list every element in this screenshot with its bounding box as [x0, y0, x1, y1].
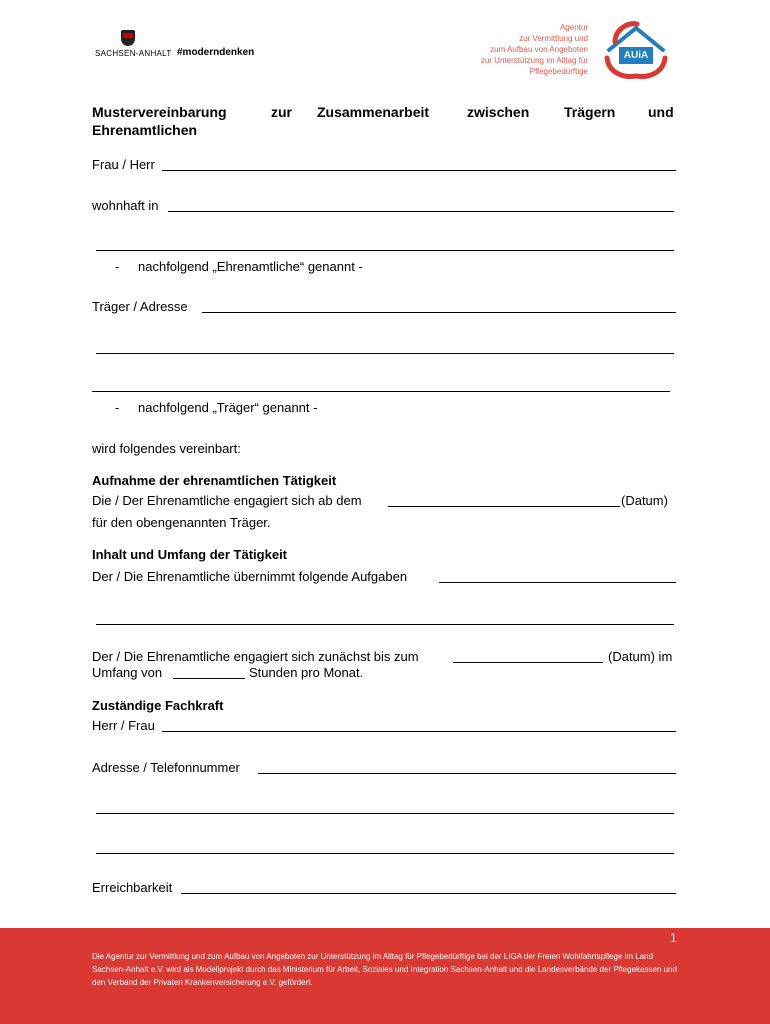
auia-logo: [601, 20, 671, 80]
title-word: Zusammenarbeit: [317, 104, 430, 120]
agency-line: zum Aufbau von Angeboten: [490, 45, 588, 54]
agency-line: Agentur: [559, 23, 588, 32]
title-word: und: [648, 104, 674, 120]
campaign-hashtag: #moderndenken: [177, 47, 255, 58]
agreement-intro: wird folgendes vereinbart:: [92, 441, 241, 456]
note-ehrenamtliche: nachfolgend „Ehrenamtliche“ genannt -: [138, 259, 363, 274]
field-wohnhaft-line-2[interactable]: [96, 250, 674, 251]
state-name: SACHSEN-ANHALT: [95, 49, 172, 58]
agency-name: [481, 22, 588, 77]
sachsen-anhalt-logo: [95, 30, 275, 62]
funding-notice: Die Agentur zur Vermittlung und zum Aufbau von Angeboten zur Unterstützung im Alltag für Pflegebedürftige bei der LIGA der Freien Wohlfahrtspflege im Land Sachsen-Anhalt e.V. wird als Modellprojekt durch das Ministerium für Arbeit, Soziales und Integration Sachsen-Anhalt und die Landesverbände der Pflegekassen und den Verband der Privaten Krankenversicherung e.V. gefördert.: [92, 952, 677, 987]
date-label: (Datum): [621, 493, 668, 508]
field-start-date[interactable]: [388, 506, 620, 507]
label-aufgaben: Der / Die Ehrenamtliche übernimmt folgende Aufgaben: [92, 569, 408, 584]
note-traeger: nachfolgend „Träger“ genannt -: [138, 400, 318, 415]
field-aufgaben-line-2[interactable]: [96, 624, 674, 625]
aufnahme-text-2: für den obengenannten Träger.: [92, 515, 271, 530]
page-number: 1: [670, 931, 677, 945]
title-word: zur: [271, 104, 292, 120]
agency-line: Pflegebedürftige: [529, 67, 588, 76]
heading-inhalt: Inhalt und Umfang der Tätigkeit: [92, 547, 288, 562]
title-word: zwischen: [467, 104, 530, 120]
page-footer: [0, 928, 770, 1024]
dash: -: [115, 400, 120, 415]
field-aufgaben[interactable]: [439, 582, 676, 583]
field-end-date[interactable]: [453, 662, 603, 663]
label-bis: Der / Die Ehrenamtliche engagiert sich zunächst bis zum: [92, 649, 419, 664]
field-traeger-line-3[interactable]: [92, 391, 670, 392]
auia-wordmark: AUiA: [619, 47, 653, 64]
dash: -: [115, 259, 120, 274]
label-adresse-telefon: Adresse / Telefonnummer: [92, 760, 240, 775]
title-word: Trägern: [564, 104, 616, 120]
label-hours: Stunden pro Monat.: [249, 665, 364, 680]
field-adresse-line-3[interactable]: [96, 853, 674, 854]
heading-fachkraft: Zuständige Fachkraft: [92, 698, 224, 713]
field-traeger-line-2[interactable]: [96, 353, 674, 354]
date-label: (Datum) im: [608, 649, 673, 664]
coat-of-arms-icon: [121, 30, 135, 46]
field-frau-herr[interactable]: [162, 170, 676, 171]
field-erreichbarkeit[interactable]: [181, 893, 676, 894]
label-frau-herr: Frau / Herr: [92, 157, 155, 172]
label-wohnhaft: wohnhaft in: [92, 198, 159, 213]
agency-line: zur Vermittlung und: [519, 34, 588, 43]
label-erreichbarkeit: Erreichbarkeit: [92, 880, 173, 895]
field-adresse-telefon[interactable]: [258, 773, 676, 774]
heading-aufnahme: Aufnahme der ehrenamtlichen Tätigkeit: [92, 473, 337, 488]
title-word: Mustervereinbarung: [92, 104, 227, 120]
field-wohnhaft[interactable]: [168, 211, 674, 212]
field-adresse-line-2[interactable]: [96, 813, 674, 814]
field-herr-frau[interactable]: [162, 731, 676, 732]
aufnahme-text: Die / Der Ehrenamtliche engagiert sich ab dem: [92, 493, 362, 508]
field-traeger-adresse[interactable]: [202, 312, 676, 313]
label-traeger-adresse: Träger / Adresse: [92, 299, 188, 314]
label-herr-frau: Herr / Frau: [92, 718, 155, 733]
label-umfang: Umfang von: [92, 665, 163, 680]
agency-line: zur Unterstützung im Alltag für: [480, 56, 588, 65]
field-hours[interactable]: [173, 678, 245, 679]
title-line-2: Ehrenamtlichen: [92, 122, 198, 138]
